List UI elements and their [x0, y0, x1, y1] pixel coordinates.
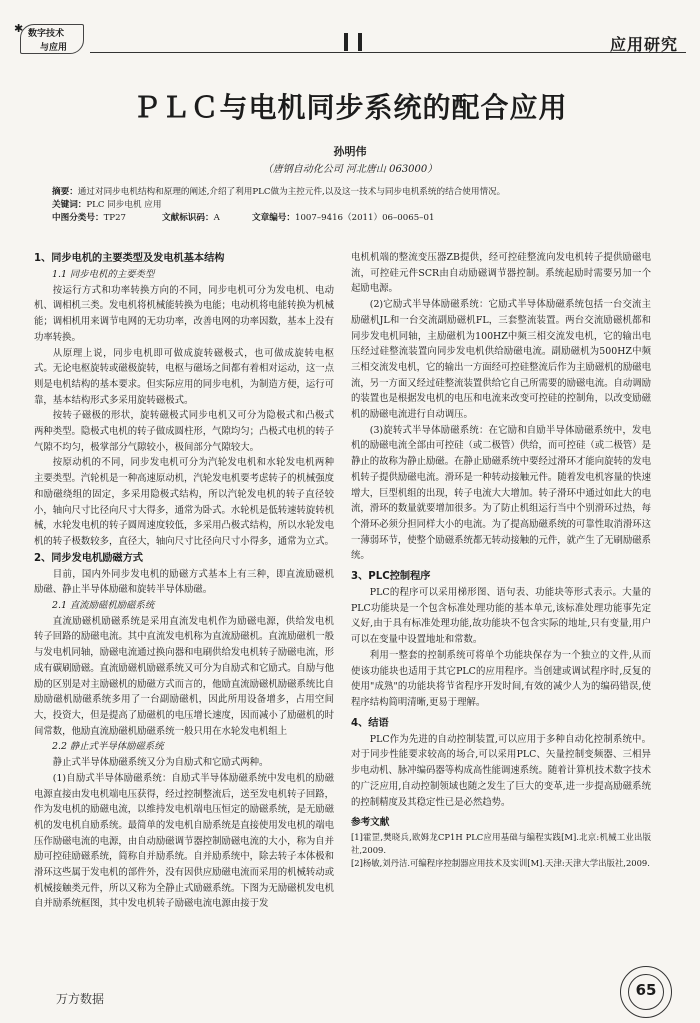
page-number: 65 [635, 981, 657, 999]
keywords-label: 关键词： [52, 200, 87, 210]
abstract [52, 186, 662, 199]
keywords-text: PLC 同步电机 应用 [86, 200, 162, 210]
reference-item: [1]霍罡,樊晓兵,欧姆龙CP1H PLC应用基础与编程实践[M].北京:机械工业出版社,2009. [351, 832, 651, 856]
abstract-label: 摘要： [52, 187, 78, 197]
paragraph: 目前，国内外同步发电机的励磁方式基本上有三种，即直流励磁机励磁、静止半导体励磁和旋转半导体励磁。 [34, 568, 334, 596]
column-tag-line1: 数字技术 [28, 29, 65, 39]
section-4-heading: 4、结语 [351, 717, 389, 729]
page-number-stamp [620, 966, 672, 1018]
paragraph: 按转子磁极的形状，旋转磁极式同步电机又可分为隐极式和凸极式两种类型。隐极式电机的转子做成圆柱形，气隙均匀；凸极式电机的转子气隙不均匀，极掌部分气隙较小，极间部分气隙较大。 [34, 410, 335, 453]
paragraph: 按原动机的不同，同步发电机可分为汽轮发电机和水轮发电机两种主要类型。汽轮机是一种高速原动机，汽轮发电机要考虑转子的机械强度和励磁绕组的固定，多采用隐极式结构，所以汽轮发电机的转子直径较小，轴向尺寸比径向尺寸大得多，通常为卧式。水轮机是低转速转旋转机械，水轮发电机的转子圆周速度较低，多采用凸极式结构，所以水轮发电机的转子极数较多，直径大，轴向尺寸比径向尺寸小得多，通常为立式。 [34, 457, 335, 547]
paragraph: 直流励磁机励磁系统是采用直流发电机作为励磁电源，供给发电机转子回路的励磁电流。其中直流发电机称为直流励磁机。直流励磁机一般与发电机同轴，励磁电流通过换向器和电刷供给发电机转子励磁电流，形成有碳刷励磁。直流励磁机励磁系统又可分为自励式和它励式。自励与他励的区别是对主励磁机的励磁方式而言的，他励直流励磁机励磁系统比自励励磁机励磁系统多用了一台副励磁机，因此所用设备增多，占用空间大，投资大，但是提高了励磁机的电压增长速度，因而减小了励磁机的时间常数，他励直流励磁机励磁系统一般只用在水轮发电机组上 [34, 615, 335, 737]
article-no-value: 1007–9416（2011）06–0065–01 [294, 213, 435, 223]
references-heading: 参考文献 [351, 817, 390, 829]
section-label: 应用研究 [609, 35, 678, 54]
paragraph: (2)它励式半导体励磁系统：它励式半导体励磁系统包括一台交流主励磁机JL和一台交流副励磁机FL，三套整流装置。两台交流励磁机都和同步发电机同轴，主励磁机为100HZ中频三相交流发电机，它的输出电压经过硅整流装置向同步发电机供给励磁电流。副励磁机为500HZ中频三相交流发电机，它的输出一方面经可控硅整流后作为主励磁机的励磁电流，另一方面又经过硅整流装置供给它自己所需要的励磁电流。自动调励的装置也是根据发电机的电压和电流来改变可控硅的控制角，以改变励磁机的励磁电流进行自动调压。 [351, 299, 652, 421]
header-rule [90, 52, 686, 53]
doc-code-label: 文献标识码： [162, 213, 214, 223]
subsection-2-2-heading: 2.2 静止式半导体励磁系统 [52, 741, 164, 753]
article-author: 孙明伟 [333, 145, 367, 158]
section-3-heading: 3、PLC控制程序 [351, 571, 431, 583]
reference-item: [2]杨敏,刘丹洁.可编程序控制器应用技术及实训[M].天津:天津大学出版社,2009. [351, 858, 650, 869]
doc-code-value: A [213, 213, 220, 223]
class-value: TP27 [103, 213, 127, 223]
section-1-heading: 1、同步电机的主要类型及发电机基本结构 [34, 253, 225, 264]
article-affiliation: （唐钢自动化公司 河北唐山 063000） [262, 164, 438, 175]
classification-line [52, 212, 662, 225]
subsection-1-1-heading: 1.1 同步电机的主要类型 [52, 269, 155, 280]
header-bars-ornament [340, 33, 370, 51]
column-tag-line2: 与应用 [40, 43, 68, 53]
paragraph: PLC的程序可以采用梯形图、语句表、功能块等形式表示。大量的PLC功能块是一个包含标准处理功能的基本单元,该标准处理功能事先定义好,由于具有标准处理功能,故功能块不包含实际的地址,只有变量,用户可以在变量中设置地址和常数。 [351, 587, 651, 646]
column-tag [14, 20, 86, 60]
paragraph: 静止式半导体励磁系统又分为自励式和它励式两种。 [52, 757, 269, 769]
paragraph: 按运行方式和功率转换方向的不同，同步电机可分为发电机、电动机、调相机三类。发电机将机械能转换为电能；电动机将电能转换为机械能；调相机用来调节电网的无功功率，改善电网的功率因数，基本上没有功率转换。 [34, 284, 335, 343]
paragraph: 电机机端的整流变压器ZB提供，经可控硅整流向发电机转子提供励磁电流，可控硅元件SCR由自动励磁调节器控制。系统起励时需要另加一个起励电源。 [351, 252, 651, 295]
left-column [34, 250, 334, 912]
paragraph: 从原理上说，同步电机即可做成旋转磁极式，也可做成旋转电枢式。无论电枢旋转或磁极旋转，电枢与磁场之间都有着相对运动，这一点则是电机结构的基本要求。但实际应用的同步电机，为制造方便，运行可靠，基本结构形式多采用旋转磁极式。 [34, 347, 335, 406]
article-title: ＰＬＣ与电机同步系统的配合应用 [132, 91, 568, 124]
class-label: 中图分类号： [52, 213, 104, 223]
star-icon: ✱ [14, 22, 24, 35]
footer-brand: 万方数据 [56, 992, 105, 1006]
subsection-2-1-heading: 2.1 直流励磁机励磁系统 [52, 600, 155, 612]
paragraph: PLC作为先进的自动控制装置,可以应用于多种自动化控制系统中。对于同步性能要求较高的场合,可以采用PLC、矢量控制变频器、三相异步电动机、脉冲编码器等构成高性能调速系统。随着计算机技术数字技术的广泛应用,自动控制领域也随之发生了巨大的变革,进一步提高励磁系统的控制精度及其稳定性已是必然趋势。 [351, 733, 652, 808]
section-2-heading: 2、同步发电机励磁方式 [34, 552, 143, 564]
paragraph: 利用一整套的控制系统可将单个功能块保存为一个独立的文件,从而使该功能块也适用于其它PLC的应用程序。当创建或调试程序时,反复的使用"成熟"的功能块将节省程序开发时间,有效的减少人为的编码错误,使程序结构简明清晰,更易于理解。 [351, 649, 651, 708]
keywords [52, 199, 662, 212]
abstract-text: 通过对同步电机结构和原理的阐述,介绍了利用PLC做为主控元件,以及这一技术与同步电机系统的结合使用情况。 [77, 187, 506, 197]
article-no-label: 文章编号： [252, 213, 295, 223]
right-column [351, 250, 651, 870]
paragraph: (1)自励式半导体励磁系统：自励式半导体励磁系统中发电机的励磁电源直接由发电机端电压获得，经过控制整流后，送至发电机转子回路，作为发电机的励磁电流，以维持发电机端电压恒定的励磁系统，是无励磁机的发电机自励系统。最简单的发电机自励系统是直接使用发电机的端电压作励磁电流的电源，由自动励磁调节器控制励磁电流的大小，称为自并励可控硅励磁系统，简称自并励系统。自并励系统中，除去转子本体极和滑环这些属于发电机的部件外，没有因供应励磁电流而采用的机械转动或机械接触类元件，所以又称为全静止式励磁系统。下图为无励磁机发电机自并励系统框图，其中发电机转子励磁电流电源由接于发 [34, 772, 335, 910]
paragraph: (3)旋转式半导体励磁系统：在它励和自励半导体励磁系统中，发电机的励磁电流全部由可控硅（或二极管）供给，而可控硅（或二极管）是静止的故称为静止励磁。在静止励磁系统中要经过滑环才能向旋转的发电机转子提供励磁电流。滑环是一种转动接触元件。随着发电机容量的快速增大，巨型机组的出现，转子电流大大增加。转子滑环中通过如此大的电流，滑环的数量就要增加很多。为了防止机组运行当中个别滑环过热，每个滑环必须分担同样大小的电流。为了提高励磁系统的可靠性取消滑环这一薄弱环节，使整个励磁系统都无转动接触的元件，就产生了无刷励磁系统。 [351, 424, 652, 562]
